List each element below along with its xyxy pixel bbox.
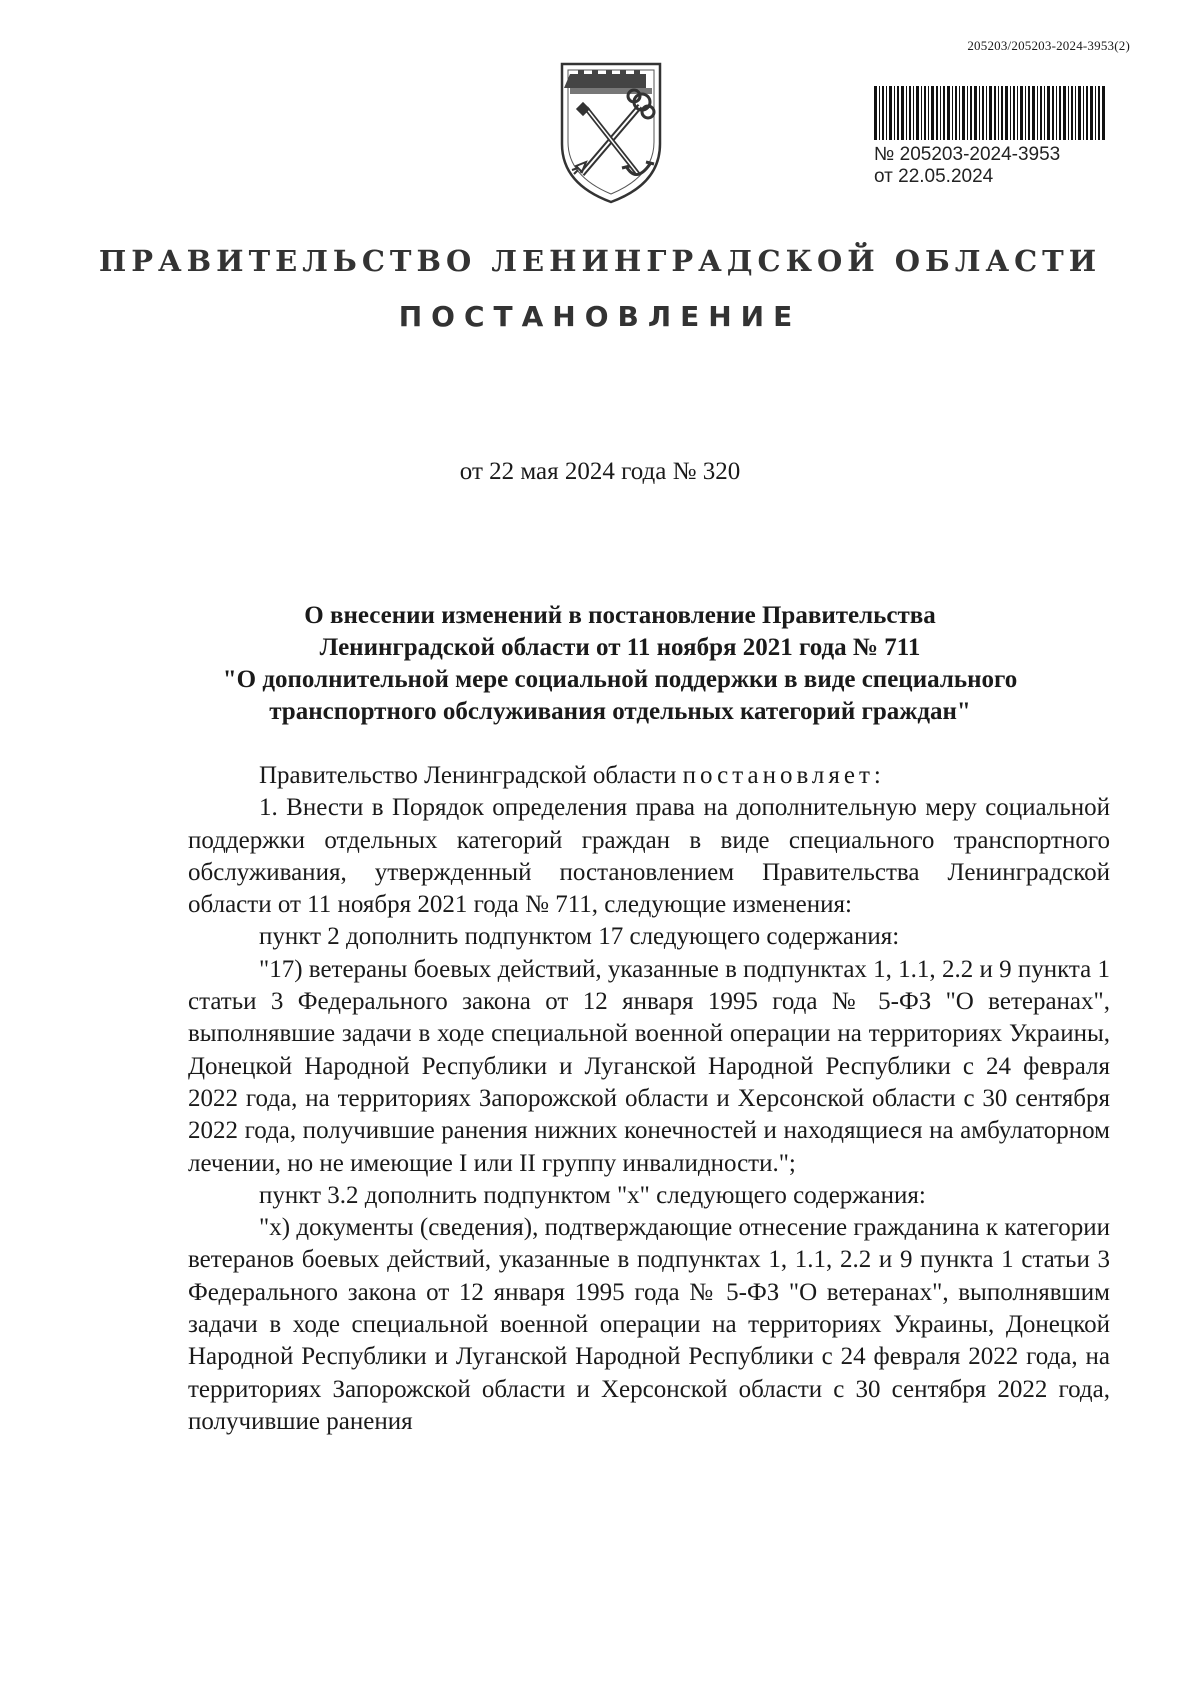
- registration-date: от 22.05.2024: [874, 166, 994, 187]
- body-paragraph: пункт 3.2 дополнить подпунктом "х" следующего содержания:: [259, 1181, 926, 1209]
- coat-of-arms-icon: [556, 56, 666, 206]
- subject-line: "О дополнительной мере социальной поддержки в виде специального: [222, 666, 1018, 693]
- subject-line: Ленинградской области от 11 ноября 2021 года № 711: [319, 634, 921, 661]
- body-paragraph: 1. Внести в Порядок определения права на дополнительную меру социальной поддержки отдельных категорий граждан в виде специального транспортного обслуживания, утвержденный постановлением Правительства Ленинградской области от 11 ноября 2021 года № 711, следующие изменения:: [188, 794, 1110, 919]
- registration-number: № 205203-2024-3953: [874, 144, 1061, 165]
- subject-line: транспортного обслуживания отдельных категорий граждан": [269, 698, 971, 725]
- intro-prefix: Правительство Ленинградской области: [259, 762, 677, 789]
- intro-paragraph: [188, 760, 1110, 792]
- body-paragraph: "17) ветераны боевых действий, указанные в подпунктах 1, 1.1, 2.2 и 9 пункта 1 статьи 3 Федерального закона от 12 января 1995 года № 5-ФЗ "О ветеранах", выполнявшие задачи в ходе специальной военной операции на территориях Украины, Донецкой Народной Республики и Луганской Народной Республики с 24 февраля 2022 года, на территориях Запорожской области и Херсонской области с 30 сентября 2022 года, получившие ранения нижних конечностей и находящиеся на амбулаторном лечении, но не имеющие I или II группу инвалидности.";: [188, 955, 1110, 1177]
- document-body: [188, 760, 1110, 1438]
- government-title: ПРАВИТЕЛЬСТВО ЛЕНИНГРАДСКОЙ ОБЛАСТИ: [98, 244, 1102, 278]
- registration-block: [874, 86, 1114, 188]
- document-id: 205203/205203-2024-3953(2): [967, 38, 1130, 53]
- body-paragraph: "х) документы (сведения), подтверждающие отнесение гражданина к категории ветеранов боевых действий, указанные в подпунктах 1, 1.1, 2.2 и 9 пункта 1 статьи 3 Федерального закона от 12 января 1995 года № 5-ФЗ "О ветеранах", выполнявшим задачи в ходе специальной военной операции на территориях Украины, Донецкой Народной Республики и Луганской Народной Республики с 24 февраля 2022 года, на территориях Запорожской области и Херсонской области с 30 сентября 2022 года, получившие ранения: [188, 1214, 1110, 1435]
- intro-verb: постановляет:: [682, 762, 885, 789]
- subject-line: О внесении изменений в постановление Правительства: [304, 602, 936, 629]
- barcode-icon: [874, 86, 1106, 140]
- document-subject: [160, 600, 1080, 728]
- document-date-number: от 22 мая 2024 года № 320: [459, 458, 741, 485]
- document-type: ПОСТАНОВЛЕНИЕ: [398, 300, 802, 333]
- body-paragraph: пункт 2 дополнить подпунктом 17 следующего содержания:: [259, 923, 900, 951]
